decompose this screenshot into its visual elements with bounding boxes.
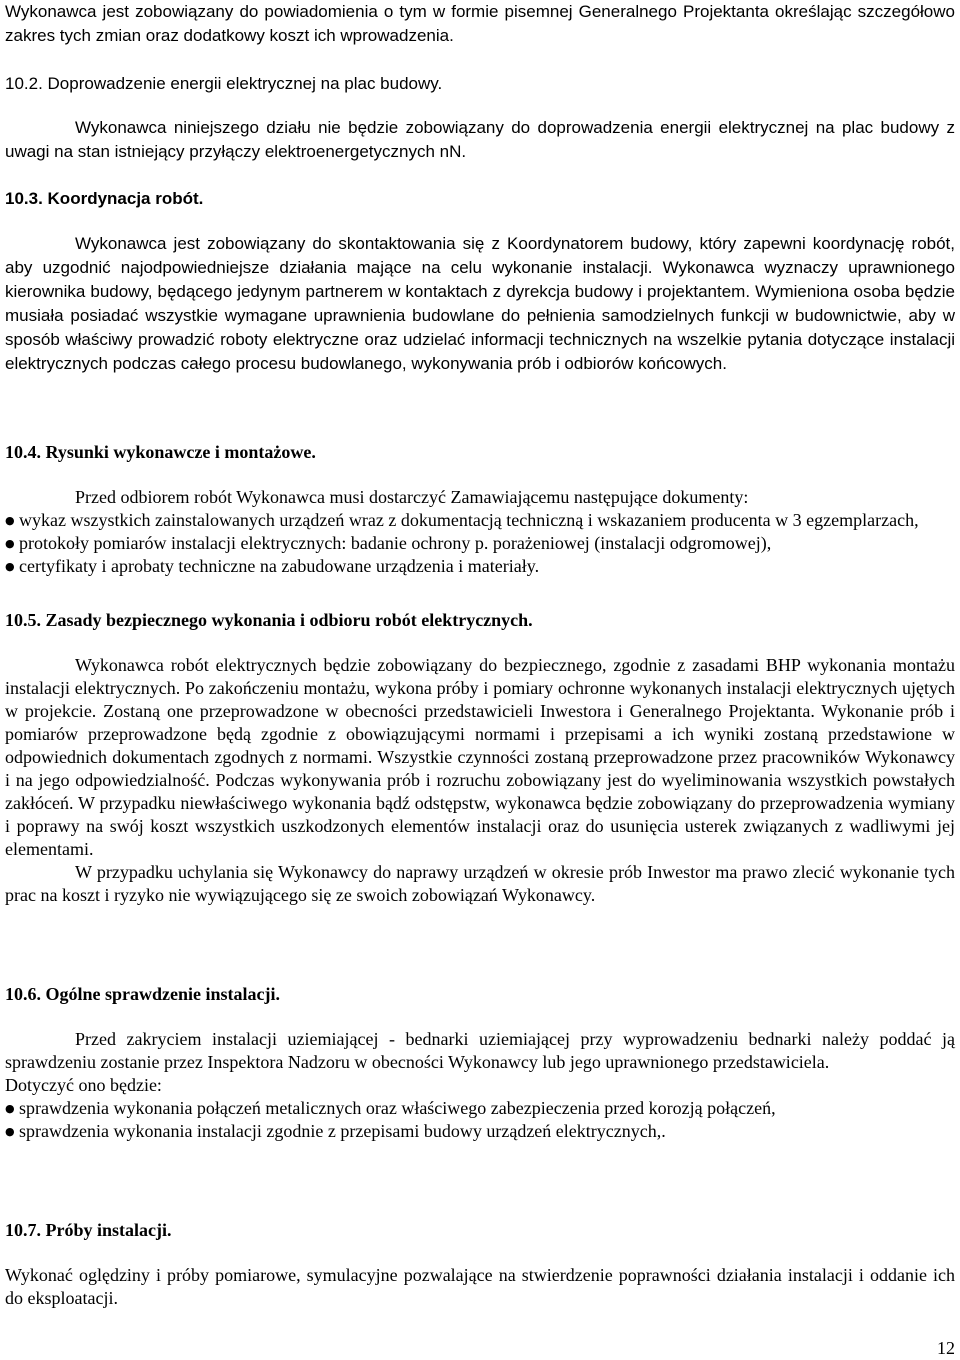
paragraph-10-4: Przed odbiorem robót Wykonawca musi dostarczyć Zamawiającemu następujące dokumenty: [75, 487, 749, 507]
paragraph-10-5-a: Wykonawca robót elektrycznych będzie zobowiązany do bezpiecznego, zgodnie z zasadami BHP wykonania montażu instalacji elektrycznych. Po zakończeniu montażu, wykona próby i pomiary ochronne wykonanych instalacji elektrycznych ujętych w projekcie. Zostaną one przeprowadzone w obecności przedstawicieli Inwestora i Generalnego Projektanta. Wykonanie prób i pomiarów przeprowadzone będą zgodnie z obowiązującymi normami i przepisami a ich wyniki zostaną przedstawione w odpowiednich dokumentach zgodnych z normami. Wszystkie czynności zostaną przeprowadzone przez pracowników Wykonawcy i na jego odpowiedzialność. Podczas wykonywania prób i rozruchu zobowiązany jest do wyeliminowania wszystkich powstałych zakłóceń. W przypadku niewłaściwego wykonania bądź odstępstw, wykonawca będzie zobowiązany do przeprowadzenia wymiany i poprawy na swój koszt wszystkich uszkodzonych elementów instalacji oraz do usunięcia usterek związanych z wadliwymi jej elementami. [5, 655, 955, 859]
paragraph-10-7: Wykonać oględziny i próby pomiarowe, symulacyjne pozwalające na stwierdzenie poprawności działania instalacji i oddanie ich do eksploatacji. [5, 1265, 955, 1308]
list-item: ● certyfikaty i aprobaty techniczne na zabudowane urządzenia i materiały. [5, 556, 540, 576]
heading-10-7: 10.7. Próby instalacji. [5, 1220, 172, 1240]
intro-paragraph: Wykonawca jest zobowiązany do powiadomienia o tym w formie pisemnej Generalnego Projektanta określając szczegółowo zakres tych zmian oraz dodatkowy koszt ich wprowadzenia. [5, 2, 955, 45]
paragraph-10-3: Wykonawca jest zobowiązany do skontaktowania się z Koordynatorem budowy, który zapewni koordynację robót, aby uzgodnić najodpowiedniejsze działania mające na celu wykonanie instalacji. Wykonawca wyznaczy uprawnionego kierownika budowy, będącego jedynym partnerem w kontaktach z dyrekcja budowy i projektantem. Wymieniona osoba będzie musiała posiadać wszystkie wymagane uprawnienia budowlane do pełnienia samodzielnych funkcji w budownictwie, aby w sposób właściwy prowadzić roboty elektryczne oraz udzielać informacji technicznych na wszelkie pytania dotyczące instalacji elektrycznych podczas całego procesu budowlanego, wykonywania prób i odbiorów końcowych. [5, 234, 955, 373]
paragraph-10-5-b: W przypadku uchylania się Wykonawcy do naprawy urządzeń w okresie prób Inwestor ma prawo zlecić wykonanie tych prac na koszt i ryzyko nie wywiązującego się ze swoich zobowiązań Wykonawcy. [5, 862, 955, 905]
paragraph-10-6: Przed zakryciem instalacji uziemiającej - bednarki uziemiającej przy wyprowadzeniu bednarki należy poddać ją sprawdzeniu zostanie przez Inspektora Nadzoru w obecności Wykonawcy lub jego uprawnionego przedstawiciela. [5, 1029, 955, 1072]
documents-list [5, 509, 955, 578]
heading-10-2: 10.2. Doprowadzenie energii elektrycznej na plac budowy. [5, 74, 443, 93]
paragraph-10-2: Wykonawca niniejszego działu nie będzie zobowiązany do doprowadzenia energii elektrycznej na plac budowy z uwagi na stan istniejący przyłączy elektroenergetycznych nN. [5, 118, 955, 161]
bullet-icon: ● [5, 1125, 15, 1138]
page-number: 12 [937, 1338, 955, 1358]
heading-10-6: 10.6. Ogólne sprawdzenie instalacji. [5, 984, 280, 1004]
list-item: ● sprawdzenia wykonania instalacji zgodnie z przepisami budowy urządzeń elektrycznych,. [5, 1121, 666, 1141]
paragraph-10-6-lead: Dotyczyć ono będzie: [5, 1075, 162, 1095]
heading-10-5: 10.5. Zasady bezpiecznego wykonania i odbioru robót elektrycznych. [5, 610, 533, 630]
checks-list [5, 1097, 955, 1143]
section-10-4-body [5, 486, 955, 578]
bullet-icon: ● [5, 514, 15, 527]
section-10-5-body [5, 654, 955, 907]
list-item: ● sprawdzenia wykonania połączeń metalicznych oraz właściwego zabezpieczenia przed korozją połączeń, [5, 1098, 776, 1118]
list-item: ● wykaz wszystkich zainstalowanych urządzeń wraz z dokumentacją techniczną i wskazaniem producenta w 3 egzemplarzach, [5, 510, 919, 530]
heading-10-3: 10.3. Koordynacja robót. [5, 189, 204, 208]
bullet-icon: ● [5, 560, 15, 573]
section-10-6-body [5, 1028, 955, 1143]
bullet-icon: ● [5, 1102, 15, 1115]
bullet-icon: ● [5, 537, 15, 550]
list-item: ● protokoły pomiarów instalacji elektrycznych: badanie ochrony p. porażeniowej (instalacji odgromowej), [5, 533, 772, 553]
heading-10-4: 10.4. Rysunki wykonawcze i montażowe. [5, 442, 316, 462]
